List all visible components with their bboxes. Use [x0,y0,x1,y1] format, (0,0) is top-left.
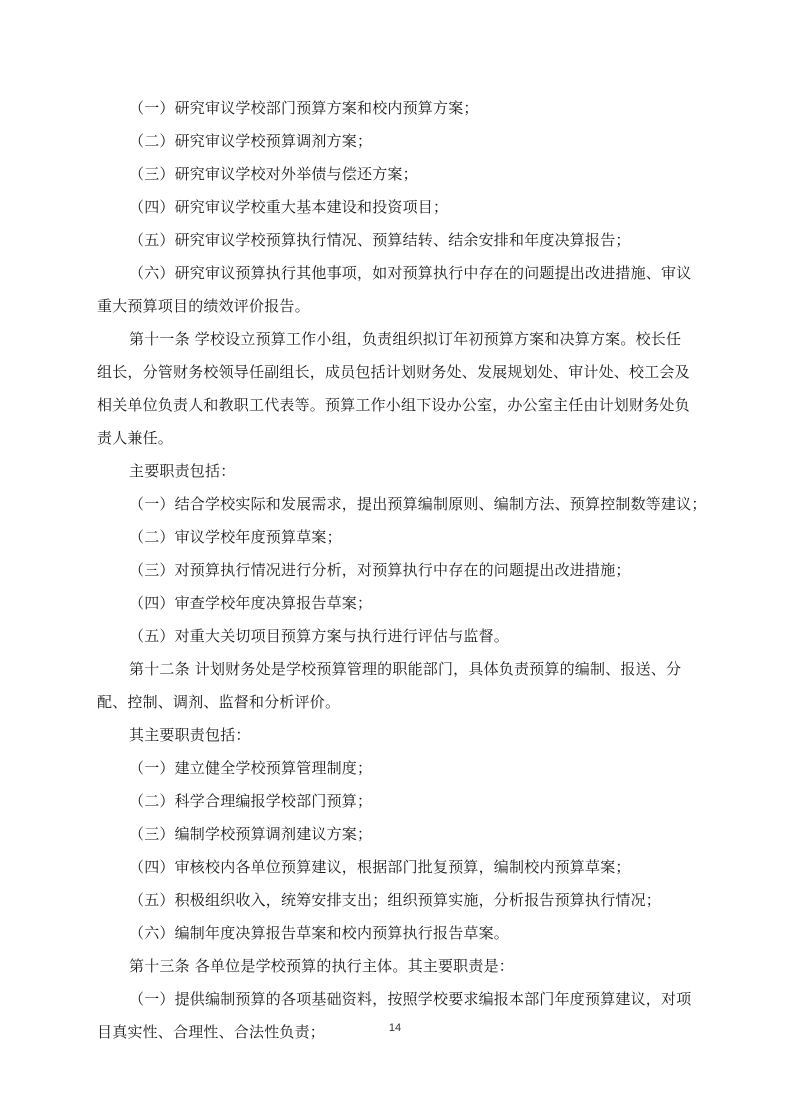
text-line: （五）对重大关切项目预算方案与执行进行评估与监督。 [129,627,510,645]
text-line: 第十一条 学校设立预算工作小组，负责组织拟订年初预算方案和决算方案。校长任 [129,330,682,348]
text-line: 第十二条 计划财务处是学校预算管理的职能部门，具体负责预算的编制、报送、分 [129,660,682,678]
text-line: （二）科学合理编报学校部门预算； [129,792,373,810]
text-line: （三）研究审议学校对外举债与偿还方案； [129,165,418,183]
text-line: 第十三条 各单位是学校预算的执行主体。其主要职责是： [129,957,514,975]
text-line: （四）审查学校年度决算报告草案； [129,594,373,612]
text-line: （六）编制年度决算报告草案和校内预算执行报告草案。 [129,924,510,942]
text-line: （一）研究审议学校部门预算方案和校内预算方案； [129,99,479,117]
text-line: 重大预算项目的绩效评价报告。 [97,297,310,315]
text-line: 主要职责包括： [129,462,236,480]
text-line: 责人兼任。 [97,429,174,447]
text-line: （四）研究审议学校重大基本建设和投资项目； [129,198,449,216]
text-line: （三）对预算执行情况进行分析，对预算执行中存在的问题提出改进措施； [129,561,631,579]
text-line: 配、控制、调剂、监督和分析评价。 [97,693,341,711]
text-line: （一）建立健全学校预算管理制度； [129,759,373,777]
text-line: 目真实性、合理性、合法性负责； [97,1023,326,1041]
text-line: （一）提供编制预算的各项基础资料，按照学校要求编报本部门年度预算建议，对项 [129,990,692,1008]
text-line: （五）积极组织收入，统筹安排支出；组织预算实施，分析报告预算执行情况； [129,891,662,909]
text-line: （三）编制学校预算调剂建议方案； [129,825,373,843]
text-line: （六）研究审议预算执行其他事项，如对预算执行中存在的问题提出改进措施、审议 [129,264,692,282]
text-line: 组长，分管财务校领导任副组长，成员包括计划财务处、发展规划处、审计处、校工会及 [97,363,690,381]
text-line: 相关单位负责人和教职工代表等。预算工作小组下设办公室，办公室主任由计划财务处负 [97,396,690,414]
text-line: （二）审议学校年度预算草案； [129,528,342,546]
text-line: （二）研究审议学校预算调剂方案； [129,132,373,150]
document-body [97,92,707,1049]
page-number: 14 [388,1022,402,1034]
text-line: （四）审核校内各单位预算建议，根据部门批复预算，编制校内预算草案； [129,858,631,876]
text-line: （一）结合学校实际和发展需求，提出预算编制原则、编制方法、预算控制数等建议； [129,495,707,513]
text-line: 其主要职责包括： [129,726,251,744]
text-line: （五）研究审议学校预算执行情况、预算结转、结余安排和年度决算报告； [129,231,631,249]
